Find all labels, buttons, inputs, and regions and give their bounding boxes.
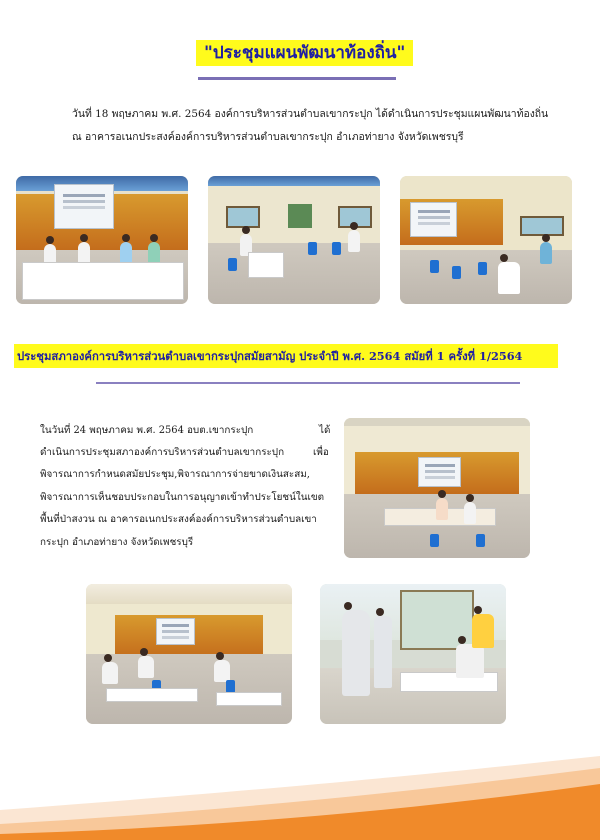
meeting-photo-1 — [16, 176, 188, 304]
title-underline — [198, 77, 396, 80]
section1-line2: ณ อาคารอเนกประสงค์องค์การบริหารส่วนตำบลเขากระปุก อำเภอท่ายาง จังหวัดเพชรบุรี — [72, 131, 464, 143]
council-photo-1 — [344, 418, 530, 558]
section2-line1: ในวันที่ 24 พฤษภาคม พ.ศ. 2564 อบต.เขากระปุก — [40, 425, 254, 436]
page-title: "ประชุมแผนพัฒนาท้องถิ่น" — [196, 40, 413, 66]
meeting-photo-3 — [400, 176, 572, 304]
section2-line2: ดำเนินการประชุมสภาองค์การบริหารส่วนตำบลเขากระปุก — [40, 447, 285, 458]
council-photo-2 — [86, 584, 292, 724]
footer-wave-decoration — [0, 738, 600, 840]
council-photo-3 — [320, 584, 506, 724]
meeting-photo-2 — [208, 176, 380, 304]
section1-line1: วันที่ 18 พฤษภาคม พ.ศ. 2564 องค์การบริหารส่วนตำบลเขากระปุก ได้ดำเนินการประชุมแผนพัฒนาท้องถิ่น — [72, 108, 549, 120]
section2-line6: กระปุก อำเภอท่ายาง จังหวัดเพชรบุรี — [40, 537, 194, 548]
section2-line2-end: เพื่อ — [313, 447, 329, 458]
section2-line3: พิจารณาการกำหนดสมัยประชุม,พิจารณาการจ่ายขาดเงินสะสม, — [40, 469, 310, 480]
subheading-underline — [96, 382, 520, 384]
section-subheading: ประชุมสภาองค์การบริหารส่วนตำบลเขากระปุกสมัยสามัญ ประจำปี พ.ศ. 2564 สมัยที่ 1 ครั้งที่ 1/2564 — [14, 344, 558, 368]
section2-line1-end: ได้ — [319, 425, 331, 436]
section2-line5: พื้นที่ป่าสงวน ณ อาคารอเนกประสงค์องค์การบริหารส่วนตำบลเขา — [40, 514, 317, 525]
section2-line4: พิจารณาการเห็นชอบประกอบในการอนุญาตเข้าทำประโยชน์ในเขต — [40, 492, 324, 503]
